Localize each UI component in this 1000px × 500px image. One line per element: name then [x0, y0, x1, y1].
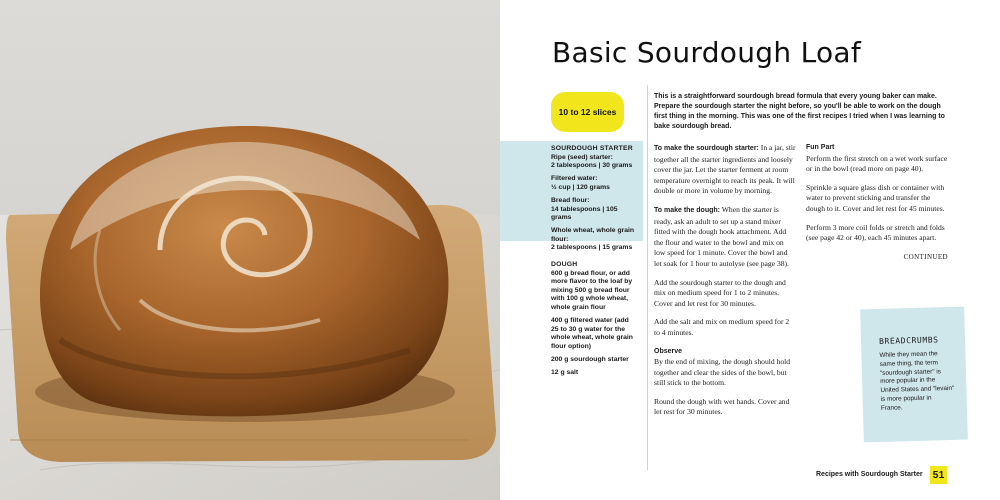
- recipe-intro: This is a straightforward sourdough bread formula that every young baker can make. Prepare the sourdough starter the night before, so you'll be able to work on the dough first thing in the morning. This was one of the first recipes I tried when I was learning to bake sourdough bread.: [654, 93, 945, 130]
- ingredients-list: [551, 145, 637, 386]
- step-text: When the starter is ready, ask an adult to set up a stand mixer fitted with the dough hook attachment. Add the flour and water to the bowl and mix on low speed for 1 minute. Cover the bowl and let soak for 1 hour to autolyse (see page 38).: [654, 204, 789, 268]
- fun-part-paragraph: Sprinkle a square glass dish or container with water to prevent sticking and transfer the dough to it. Cover and let rest for 45 minutes.: [806, 182, 945, 213]
- sidebar-body: While they mean the same thing, the term "sourdough starter" is more popular in the United States and "levain" is more popular in France.: [879, 350, 955, 412]
- fun-part-paragraph: Perform the first stretch on a wet work surface or in the bowl (read more on page 40).: [806, 153, 948, 174]
- ingredient-name: Filtered water:: [551, 175, 598, 183]
- fun-part-paragraph: Perform 3 more coil folds or stretch and folds (see page 42 or 40), each 45 minutes apart.: [806, 222, 945, 243]
- recipe-page: [500, 0, 1000, 500]
- ingredient-amount: 14 tablespoons | 105 grams: [551, 205, 618, 222]
- column-divider: [647, 85, 648, 470]
- step-text: In a jar, stir together all the starter ingredients and loosely cover the jar. Let the starter ferment at room temperature overnight to reach its peak. It will double or more in volume by morning.: [654, 143, 796, 196]
- ingredient-item: [551, 175, 637, 192]
- ingredient-amount: 2 tablespoons | 15 grams: [551, 244, 633, 252]
- ingredient-amount: 2 tablespoons | 30 grams: [551, 162, 633, 170]
- recipe-title: Basic Sourdough Loaf: [552, 36, 862, 69]
- ingredient-item: 600 g bread flour, or add more flavor to the loaf by mixing 500 g bread flour with 100 g whole wheat, whole grain flour: [551, 269, 633, 311]
- fun-part-heading: Fun Part: [806, 144, 835, 151]
- observe-paragraph: Round the dough with wet hands. Cover and let rest for 30 minutes.: [654, 396, 790, 417]
- page-number: 51: [930, 466, 947, 484]
- footer-section-title: Recipes with Sourdough Starter: [816, 471, 923, 478]
- breadcrumbs-sidebar: [860, 307, 968, 443]
- instructions-column-middle: [654, 143, 796, 426]
- dough-heading: DOUGH: [551, 261, 578, 269]
- ingredient-item: 200 g sourdough starter: [551, 355, 629, 363]
- instructions-column-right: [806, 143, 948, 262]
- instruction-step: Add the salt and mix on medium speed for 2 to 4 minutes.: [654, 317, 790, 337]
- ingredient-item: [551, 227, 637, 253]
- instruction-step: [654, 205, 796, 270]
- step-lead: To make the dough:: [654, 206, 720, 214]
- instruction-step: Add the sourdough starter to the dough and mix on medium speed for 1 to 2 minutes. Cover and let rest for 30 minutes.: [654, 277, 786, 308]
- ingredient-item: [551, 154, 637, 171]
- ingredient-name: Ripe (seed) starter:: [551, 153, 613, 161]
- ingredient-item: 400 g filtered water (add 25 to 30 g water for the whole wheat, whole grain flour option): [551, 317, 633, 350]
- ingredient-amount: ½ cup | 120 grams: [551, 183, 610, 191]
- ingredient-item: [551, 197, 637, 223]
- ingredient-name: Bread flour:: [551, 196, 590, 204]
- ingredient-name: Whole wheat, whole grain flour:: [551, 227, 635, 243]
- observe-heading: Observe: [654, 347, 683, 355]
- dough-section: [551, 261, 637, 378]
- continued-label: CONTINUED: [903, 252, 948, 261]
- instruction-step: [654, 143, 796, 197]
- starter-heading: SOURDOUGH STARTER: [551, 145, 633, 152]
- sidebar-title: BREADCRUMBS: [878, 335, 939, 346]
- step-lead: To make the sourdough starter:: [654, 145, 759, 152]
- starter-section: [551, 145, 637, 253]
- yield-badge: 10 to 12 slices: [551, 92, 624, 132]
- observe-paragraph: By the end of mixing, the dough should hold together and clear the sides of the bowl, but still stick to the bottom.: [654, 357, 791, 388]
- ingredient-item: 12 g salt: [551, 369, 579, 377]
